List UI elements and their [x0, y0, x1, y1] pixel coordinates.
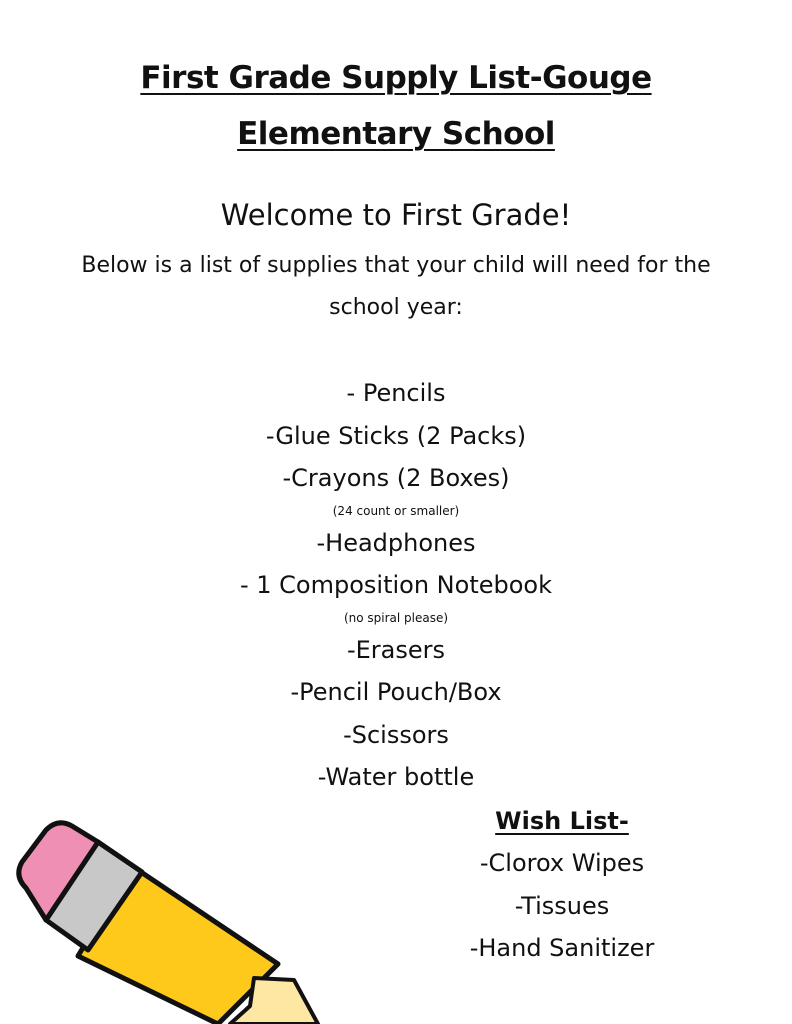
- supply-item-erasers: -Erasers: [346, 635, 446, 664]
- page-title-text: First Grade Supply List-Gouge Elementary School: [140, 60, 652, 152]
- supply-note-crayons: (24 count or smaller): [332, 503, 460, 518]
- wish-item-hand-sanitizer: -Hand Sanitizer: [469, 934, 655, 962]
- supply-item-pencils: - Pencils: [346, 379, 446, 407]
- wish-list-title: Wish List-: [495, 807, 629, 835]
- welcome-heading: Welcome to First Grade!: [220, 198, 572, 232]
- page-title: [60, 50, 732, 162]
- wish-item-clorox-wipes: -Clorox Wipes: [479, 849, 645, 877]
- supply-item-composition-notebook: - 1 Composition Notebook: [239, 571, 552, 599]
- supply-list: [0, 372, 792, 799]
- supply-item-scissors: -Scissors: [343, 720, 449, 749]
- supply-note-notebook: (no spiral please): [343, 610, 449, 625]
- supply-item-pencil-pouch: -Pencil Pouch/Box: [290, 678, 502, 706]
- wish-item-tissues: -Tissues: [514, 891, 610, 920]
- supply-item-crayons: -Crayons (2 Boxes): [282, 464, 510, 492]
- intro-text: Below is a list of supplies that your child will need for the school year:: [81, 253, 711, 320]
- supply-item-glue-sticks: -Glue Sticks (2 Packs): [265, 421, 527, 450]
- pencil-illustration-icon: [0, 800, 330, 1024]
- wish-list-items: [412, 842, 712, 970]
- wish-list: [412, 800, 712, 970]
- supply-item-water-bottle: -Water bottle: [317, 763, 475, 791]
- supply-item-headphones: -Headphones: [316, 528, 476, 557]
